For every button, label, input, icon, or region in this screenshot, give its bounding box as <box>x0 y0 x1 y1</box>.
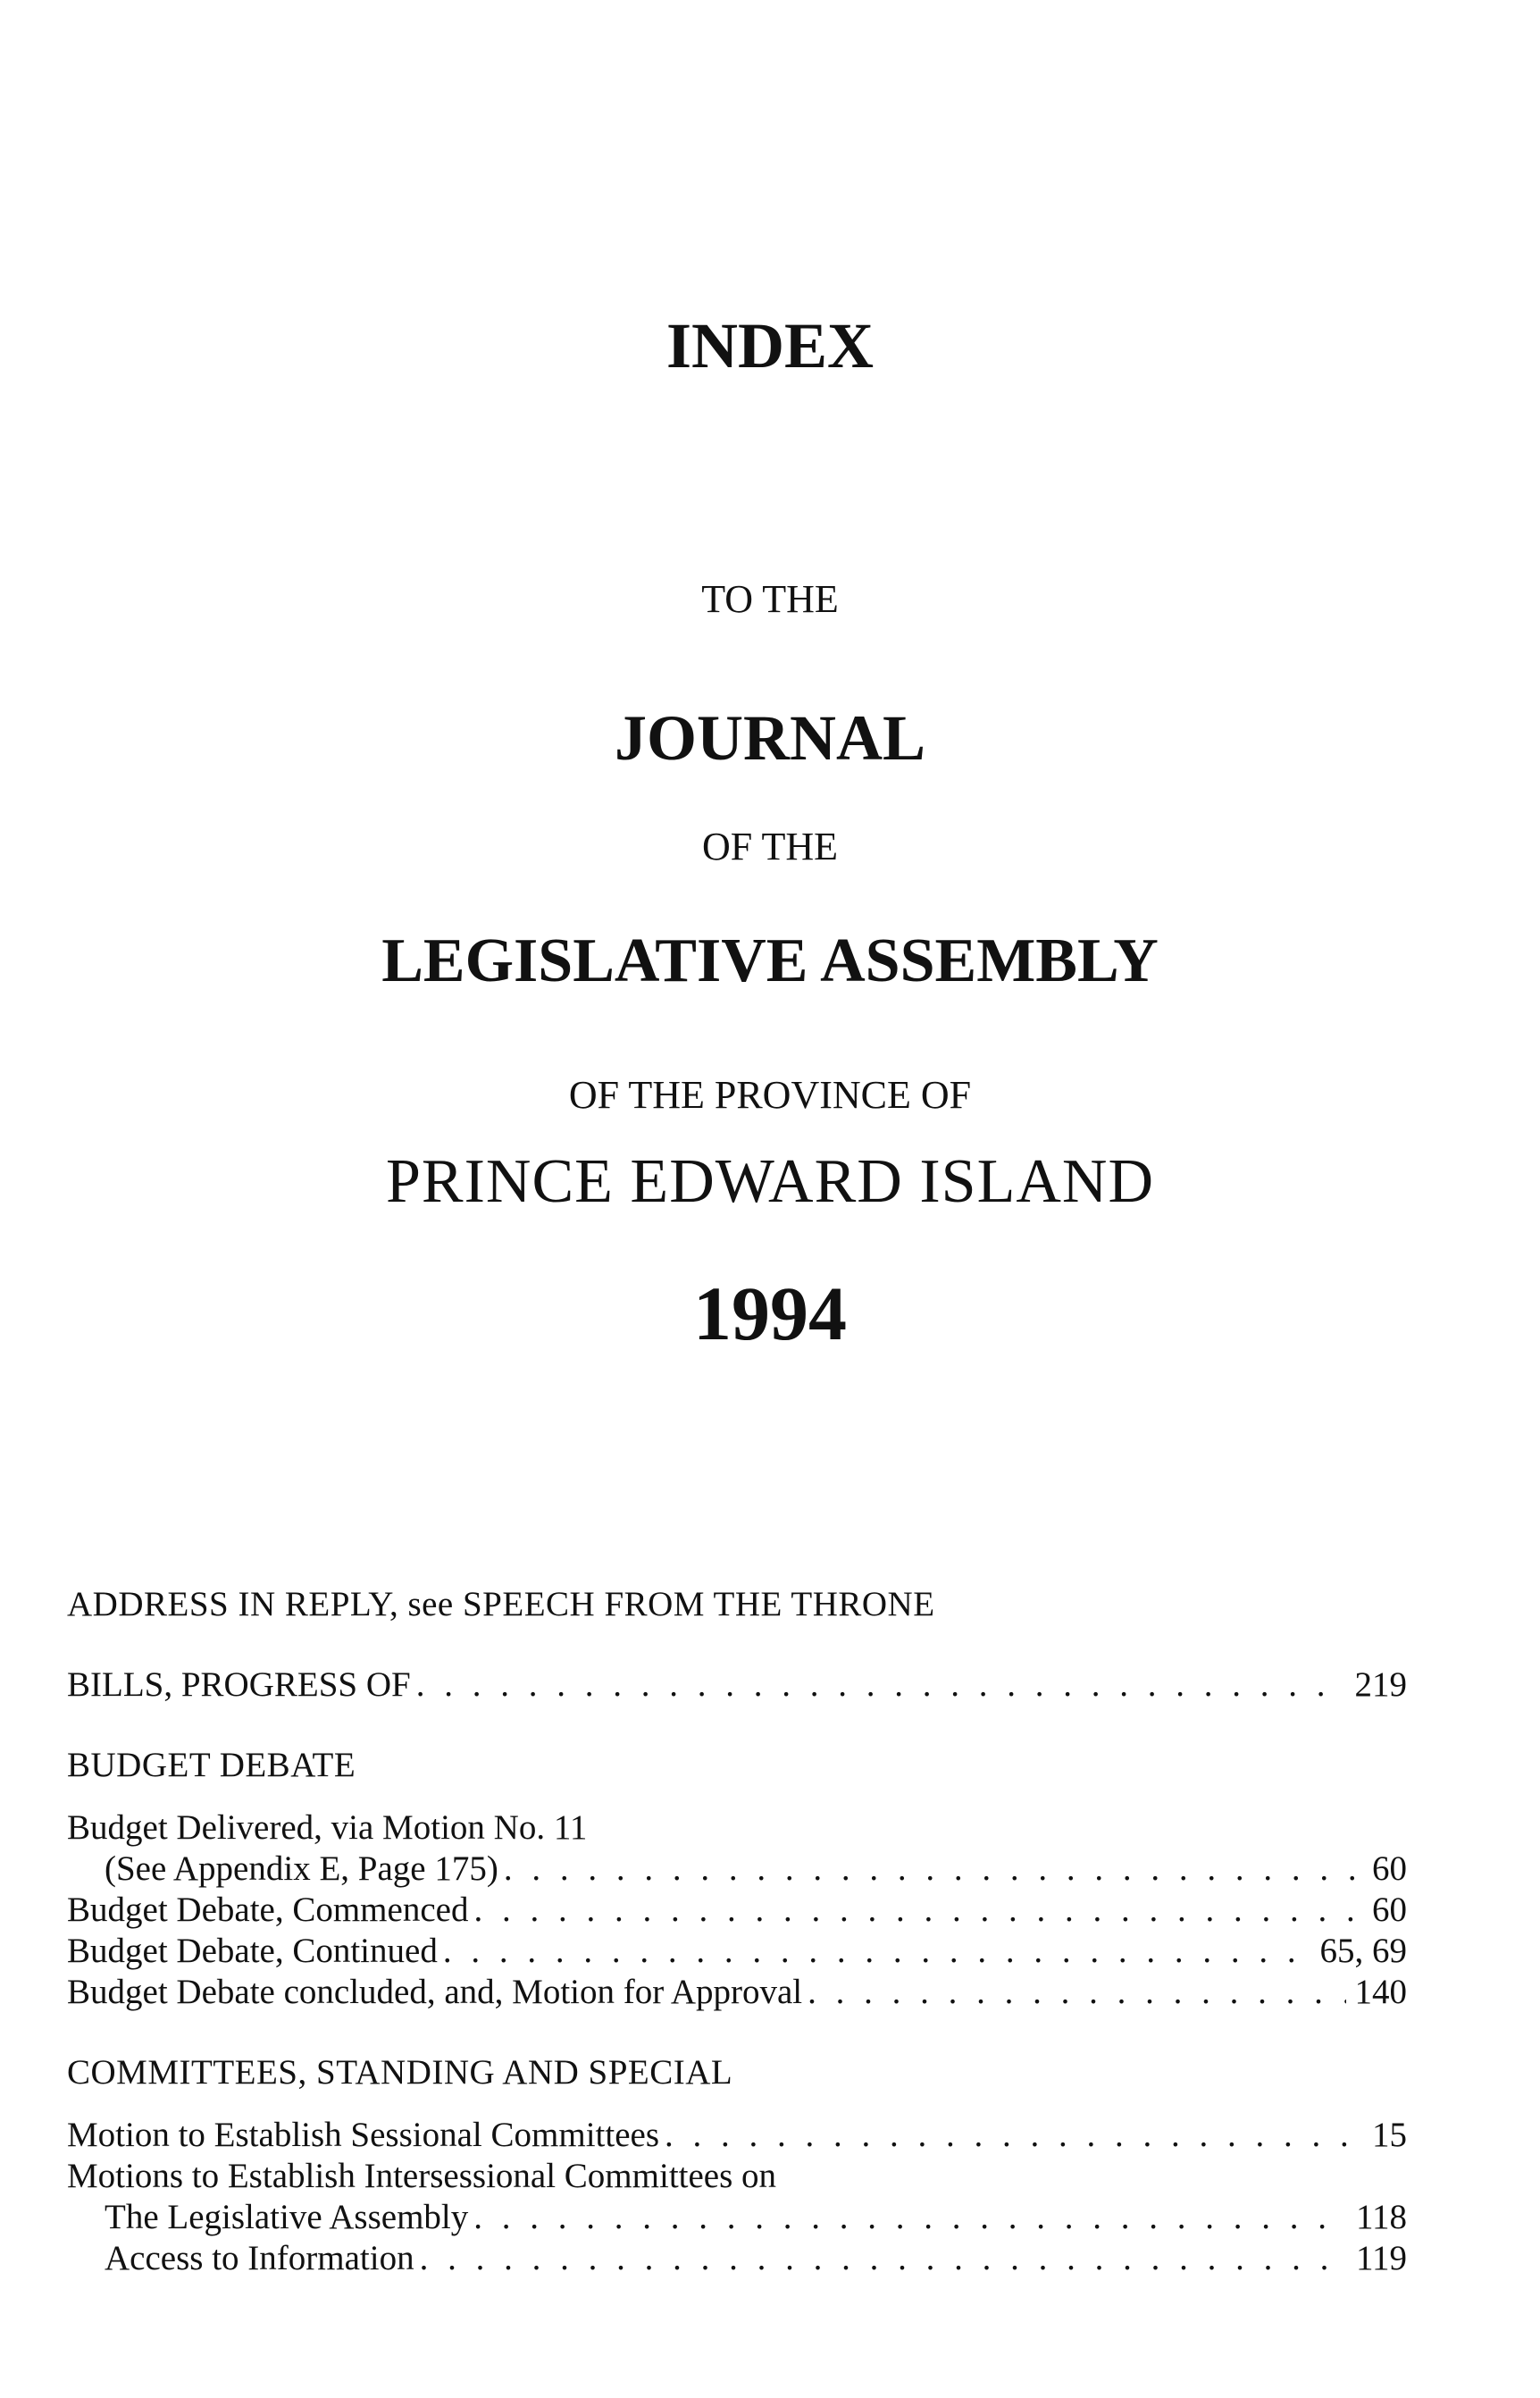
entry-label: BILLS, PROGRESS OF <box>67 1665 411 1704</box>
dot-leader <box>443 1931 1311 1972</box>
year-title: 1994 <box>693 1270 847 1356</box>
index-entry-budget-debate-concluded <box>67 1972 1407 2013</box>
province-name: PRINCE EDWARD ISLAND <box>386 1147 1154 1216</box>
dot-leader <box>420 2238 1347 2279</box>
index-heading-budget-debate: BUDGET DEBATE <box>67 1746 356 1784</box>
dot-leader <box>473 2197 1347 2238</box>
entry-page: 15 <box>1372 2116 1407 2154</box>
index-entry-budget-debate-commenced <box>67 1890 1407 1931</box>
dot-leader <box>665 2115 1363 2156</box>
dot-leader <box>416 1664 1346 1706</box>
index-heading-address-in-reply: ADDRESS IN REPLY, see SPEECH FROM THE THRONE <box>67 1585 935 1623</box>
journal-title: JOURNAL <box>614 702 925 774</box>
entry-label: Budget Debate, Commenced <box>67 1891 469 1929</box>
index-entry-sessional-committees <box>67 2115 1407 2156</box>
index-entry-legislative-assembly-committee <box>105 2197 1407 2238</box>
dot-leader <box>808 1972 1345 2013</box>
legislative-assembly-title: LEGISLATIVE ASSEMBLY <box>381 926 1159 995</box>
entry-label: Access to Information <box>105 2239 414 2277</box>
index-entry-budget-debate-continued <box>67 1931 1407 1972</box>
index-title: INDEX <box>665 310 875 382</box>
index-entry-bills <box>67 1664 1407 1706</box>
of-the-province-of-text: OF THE PROVINCE OF <box>568 1073 972 1117</box>
entry-page: 219 <box>1354 1665 1407 1704</box>
entry-label: Motion to Establish Sessional Committees <box>67 2116 659 2154</box>
entry-page: 60 <box>1372 1849 1407 1888</box>
dot-leader <box>504 1849 1363 1890</box>
entry-page: 119 <box>1355 2239 1407 2277</box>
index-entry-intersessional-committees: Motions to Establish Intersessional Committees on <box>67 2157 777 2195</box>
entry-page: 118 <box>1355 2198 1407 2236</box>
entry-label: Budget Debate, Continued <box>67 1932 438 1970</box>
index-entry-budget-delivered: Budget Delivered, via Motion No. 11 <box>67 1808 588 1847</box>
to-the-text: TO THE <box>701 577 839 621</box>
entry-page: 140 <box>1354 1973 1407 2011</box>
entry-label: (See Appendix E, Page 175) <box>105 1849 498 1888</box>
index-entry-see-appendix-e <box>105 1849 1407 1890</box>
entry-label: The Legislative Assembly <box>105 2198 469 2236</box>
entry-label: Budget Debate concluded, and, Motion for Approval <box>67 1973 803 2011</box>
of-the-text: OF THE <box>702 825 838 868</box>
index-heading-committees: COMMITTEES, STANDING AND SPECIAL <box>67 2053 733 2092</box>
entry-page: 60 <box>1372 1891 1407 1929</box>
dot-leader <box>473 1890 1363 1931</box>
index-entry-access-to-information <box>105 2238 1407 2279</box>
entry-page: 65, 69 <box>1319 1932 1407 1970</box>
